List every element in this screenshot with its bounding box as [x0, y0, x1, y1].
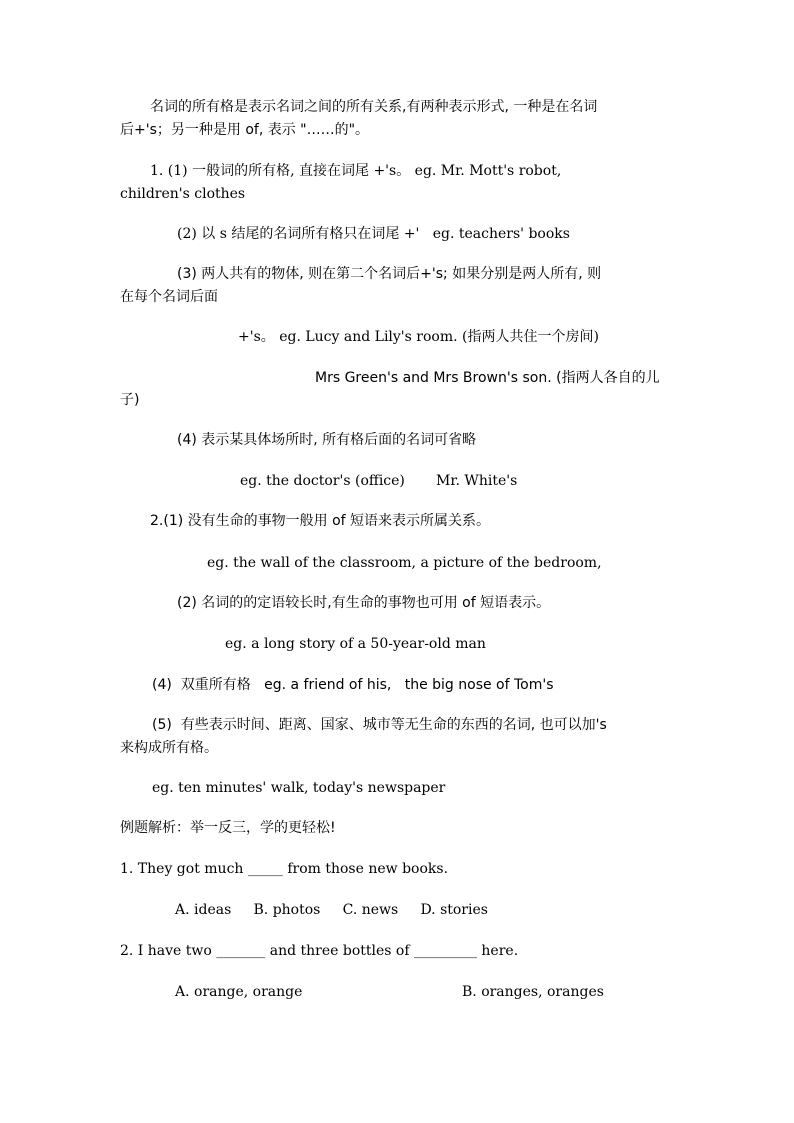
rule-3-line-d: Mrs Green's and Mrs Brown's son. (指两人各自的儿 [315, 370, 660, 386]
section-2-example-b: eg. a long story of a 50-year-old man [225, 636, 486, 652]
section-5-example: eg. ten minutes' walk, today's newspaper [152, 780, 446, 796]
question-2-option-b: B. oranges, oranges [462, 984, 604, 1000]
section-2-line-b: (2) 名词的的定语较长时,有生命的事物也可用 of 短语表示。 [177, 595, 551, 611]
rule-1-line-b: children's clothes [120, 186, 246, 202]
question-2: 2. I have two _______ and three bottles of _________ here. [120, 943, 519, 959]
rule-3-line-e: 子) [120, 392, 140, 408]
rule-2-line: (2) 以 s 结尾的名词所有格只在词尾 +' eg. teachers' books [177, 226, 570, 242]
question-2-option-a: A. orange, orange [175, 984, 303, 1000]
section-2-line-a: 2.(1) 没有生命的事物一般用 of 短语来表示所属关系。 [150, 513, 491, 529]
section-5-line-a: (5) 有些表示时间、距离、国家、城市等无生命的东西的名词, 也可以加's [152, 717, 607, 733]
rule-3-line-a: (3) 两人共有的物体, 则在第二个名词后+'s; 如果分别是两人所有, 则 [177, 266, 602, 282]
question-1-options: A. ideas B. photos C. news D. stories [175, 902, 488, 918]
rule-3-line-b: 在每个名词后面 [120, 289, 218, 305]
section-4-line: (4) 双重所有格 eg. a friend of his, the big nose of Tom's [152, 677, 554, 693]
section-5-line-b: 来构成所有格。 [120, 740, 218, 756]
section-2-example-a: eg. the wall of the classroom, a picture of the bedroom, [207, 555, 602, 571]
question-1: 1. They got much _____ from those new books. [120, 861, 449, 877]
rule-4-example: eg. the doctor's (office) Mr. White's [240, 473, 518, 489]
example-title: 例题解析：举一反三，学的更轻松! [120, 820, 336, 836]
rule-1-line-a: 1. (1) 一般词的所有格, 直接在词尾 +'s。 eg. Mr. Mott's robot, [150, 163, 562, 179]
intro-line-2: 后+'s；另一种是用 of, 表示 "……的"。 [120, 122, 370, 138]
rule-4-line: (4) 表示某具体场所时, 所有格后面的名词可省略 [177, 432, 477, 448]
intro-line-1: 名词的所有格是表示名词之间的所有关系,有两种表示形式, 一种是在名词 [150, 99, 598, 115]
rule-3-line-c: +'s。 eg. Lucy and Lily's room. (指两人共住一个房间) [238, 329, 599, 345]
